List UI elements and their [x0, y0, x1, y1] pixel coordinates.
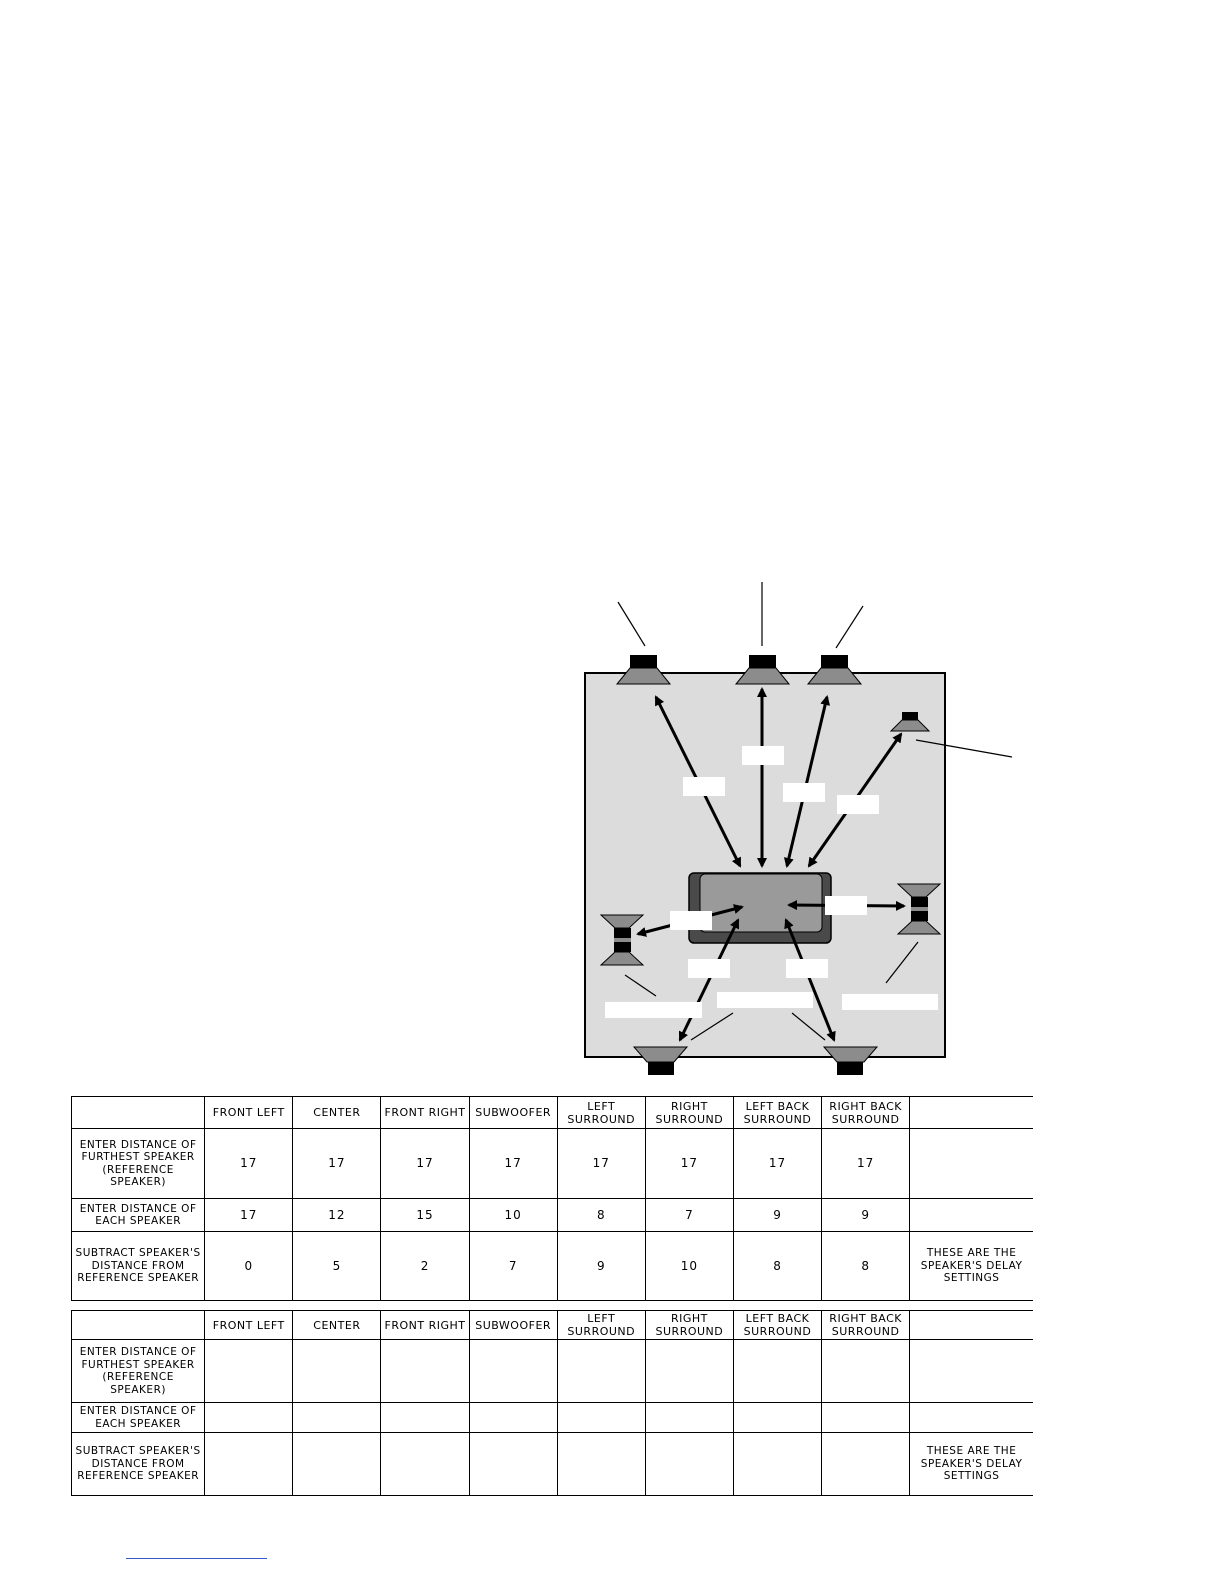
table-cell[interactable]: [293, 1403, 381, 1433]
table-row: [72, 1403, 1034, 1433]
column-header: LEFT SURROUND: [557, 1311, 645, 1340]
table-cell[interactable]: [205, 1403, 293, 1433]
column-header: FRONT RIGHT: [381, 1311, 469, 1340]
table-cell[interactable]: [469, 1433, 557, 1496]
table-cell: 7: [469, 1232, 557, 1301]
table-cell: 9: [557, 1232, 645, 1301]
table-cell: 9: [733, 1199, 821, 1232]
table-cell: 17: [205, 1129, 293, 1199]
table-cell[interactable]: [645, 1340, 733, 1403]
blank-delay-worksheet: [71, 1310, 1033, 1496]
table-row: [72, 1232, 1034, 1301]
table-cell[interactable]: [822, 1403, 910, 1433]
row-note: THESE ARE THE SPEAKER'S DELAY SETTINGS: [910, 1232, 1033, 1301]
table-cell: 8: [733, 1232, 821, 1301]
table-cell: 5: [293, 1232, 381, 1301]
table-row: [72, 1340, 1034, 1403]
table-cell[interactable]: [381, 1340, 469, 1403]
distance-box-right-surround: [825, 896, 867, 915]
table-cell[interactable]: [205, 1340, 293, 1403]
table-cell: 17: [381, 1129, 469, 1199]
column-header: SUBWOOFER: [469, 1097, 557, 1129]
distance-box-subwoofer: [837, 795, 879, 814]
table-cell: 8: [557, 1199, 645, 1232]
note-header: [910, 1311, 1033, 1340]
column-header: CENTER: [293, 1097, 381, 1129]
table-cell: 10: [469, 1199, 557, 1232]
table-cell: 17: [205, 1199, 293, 1232]
row-note: [910, 1403, 1033, 1433]
note-header: [910, 1097, 1033, 1129]
name-box-right-surround: [842, 994, 938, 1010]
listener-seat: [689, 873, 831, 943]
column-header: RIGHT BACK SURROUND: [822, 1311, 910, 1340]
distance-box-left-surround: [670, 911, 712, 930]
row-label: SUBTRACT SPEAKER'S DISTANCE FROM REFERENCE SPEAKER: [72, 1232, 205, 1301]
table-cell: 17: [822, 1129, 910, 1199]
column-header: RIGHT BACK SURROUND: [822, 1097, 910, 1129]
table-cell[interactable]: [557, 1403, 645, 1433]
header-row: [72, 1097, 1034, 1129]
table-cell: 12: [293, 1199, 381, 1232]
front-right-speaker-icon: [808, 655, 861, 684]
corner-cell: [72, 1097, 205, 1129]
table-cell[interactable]: [822, 1340, 910, 1403]
distance-box-left-back: [688, 959, 730, 978]
column-header: SUBWOOFER: [469, 1311, 557, 1340]
table-row: [72, 1199, 1034, 1232]
column-header: LEFT BACK SURROUND: [733, 1311, 821, 1340]
table-cell: 17: [469, 1129, 557, 1199]
name-box-back: [717, 992, 813, 1008]
header-row: [72, 1311, 1034, 1340]
name-box-left-surround: [605, 1002, 702, 1018]
table-cell[interactable]: [557, 1340, 645, 1403]
example-delay-table: [71, 1096, 1033, 1301]
table-cell[interactable]: [381, 1433, 469, 1496]
column-header: RIGHT SURROUND: [645, 1097, 733, 1129]
table-cell[interactable]: [205, 1433, 293, 1496]
distance-box-center: [742, 746, 784, 765]
table-cell: 0: [205, 1232, 293, 1301]
footer-link-underline: [126, 1558, 267, 1559]
row-note: THESE ARE THE SPEAKER'S DELAY SETTINGS: [910, 1433, 1033, 1496]
column-header: RIGHT SURROUND: [645, 1311, 733, 1340]
row-note: [910, 1129, 1033, 1199]
column-header: FRONT RIGHT: [381, 1097, 469, 1129]
table-cell: 7: [645, 1199, 733, 1232]
table-cell: 2: [381, 1232, 469, 1301]
table-cell[interactable]: [557, 1433, 645, 1496]
table-cell[interactable]: [733, 1340, 821, 1403]
table-cell[interactable]: [822, 1433, 910, 1496]
table-cell: 8: [822, 1232, 910, 1301]
left-back-surround-speaker-icon: [634, 1047, 687, 1075]
front-left-speaker-icon: [617, 655, 670, 684]
row-label: ENTER DISTANCE OF EACH SPEAKER: [72, 1403, 205, 1433]
column-header: FRONT LEFT: [205, 1311, 293, 1340]
row-label: ENTER DISTANCE OF EACH SPEAKER: [72, 1199, 205, 1232]
column-header: FRONT LEFT: [205, 1097, 293, 1129]
distance-box-front-right: [783, 783, 825, 802]
right-back-surround-speaker-icon: [824, 1047, 877, 1075]
table-cell: 9: [822, 1199, 910, 1232]
table-cell[interactable]: [381, 1403, 469, 1433]
center-speaker-icon: [736, 655, 789, 684]
table-cell[interactable]: [469, 1403, 557, 1433]
row-label: SUBTRACT SPEAKER'S DISTANCE FROM REFERENCE SPEAKER: [72, 1433, 205, 1496]
row-note: [910, 1340, 1033, 1403]
table-cell[interactable]: [733, 1403, 821, 1433]
table-cell: 10: [645, 1232, 733, 1301]
row-note: [910, 1199, 1033, 1232]
table-cell: 17: [733, 1129, 821, 1199]
distance-box-right-back: [786, 959, 828, 978]
table-cell[interactable]: [293, 1340, 381, 1403]
table-cell: 17: [645, 1129, 733, 1199]
row-label: ENTER DISTANCE OF FURTHEST SPEAKER (REFERENCE SPEAKER): [72, 1129, 205, 1199]
column-header: CENTER: [293, 1311, 381, 1340]
table-row: [72, 1129, 1034, 1199]
table-row: [72, 1433, 1034, 1496]
table-cell: 17: [293, 1129, 381, 1199]
corner-cell: [72, 1311, 205, 1340]
table-cell[interactable]: [469, 1340, 557, 1403]
column-header: LEFT SURROUND: [557, 1097, 645, 1129]
distance-box-front-left: [683, 777, 725, 796]
table-cell[interactable]: [293, 1433, 381, 1496]
table-cell[interactable]: [733, 1433, 821, 1496]
table-cell[interactable]: [645, 1433, 733, 1496]
table-cell[interactable]: [645, 1403, 733, 1433]
column-header: LEFT BACK SURROUND: [733, 1097, 821, 1129]
table-cell: 15: [381, 1199, 469, 1232]
row-label: ENTER DISTANCE OF FURTHEST SPEAKER (REFERENCE SPEAKER): [72, 1340, 205, 1403]
table-cell: 17: [557, 1129, 645, 1199]
